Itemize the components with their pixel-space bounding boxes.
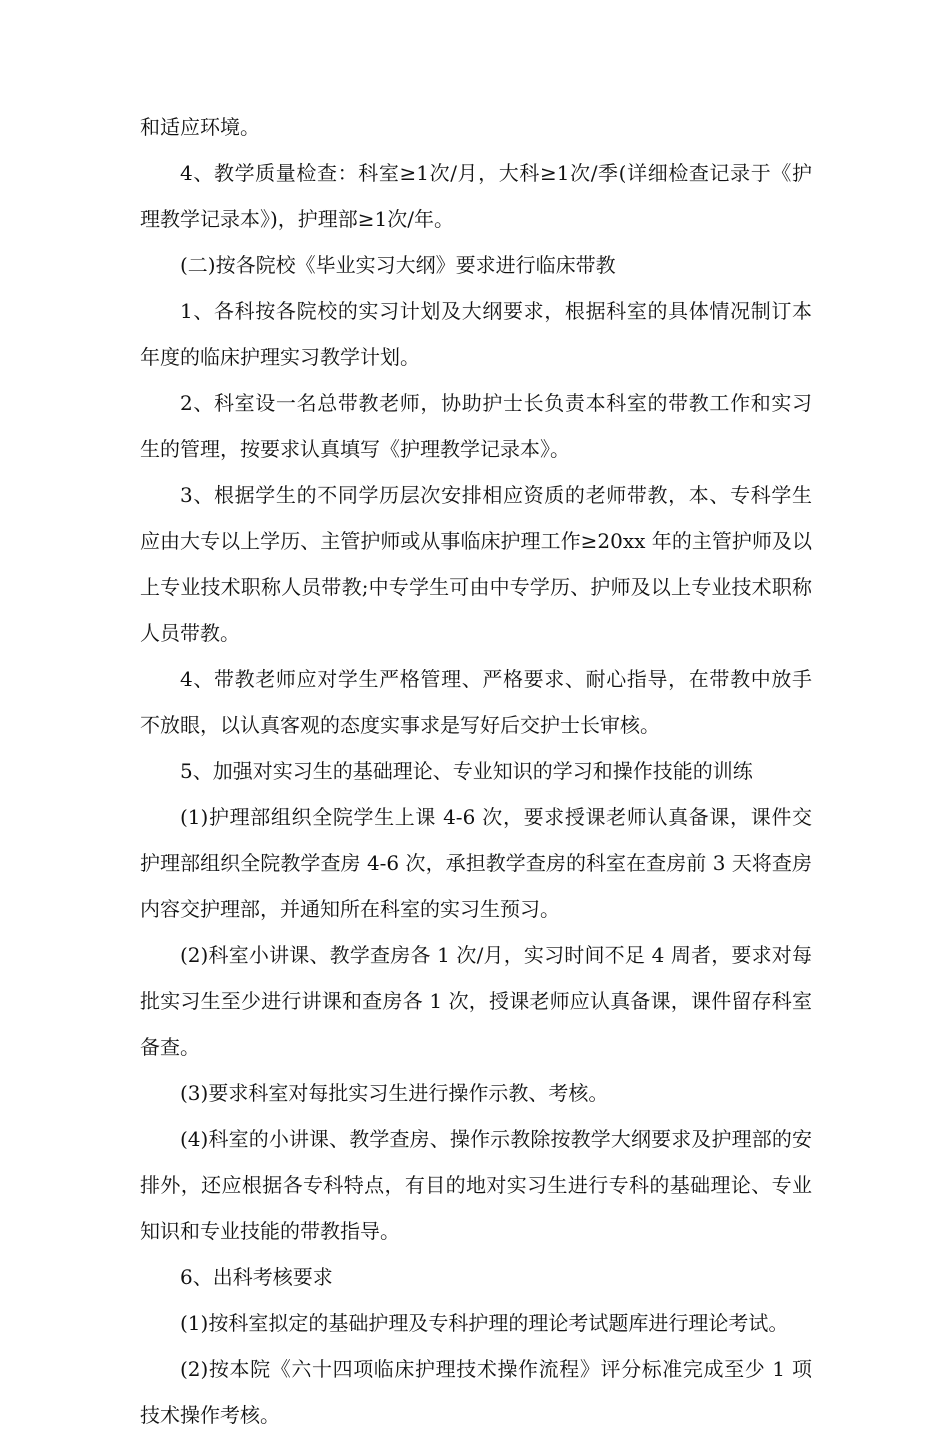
paragraph-item-1: 1、各科按各院校的实习计划及大纲要求，根据科室的具体情况制订本年度的临床护理实习教学计划。 <box>140 299 812 369</box>
paragraph-item-4: 4、带教老师应对学生严格管理、严格要求、耐心指导，在带教中放手不放眼，以认真客观的态度实事求是写好后交护士长审核。 <box>140 667 812 737</box>
paragraph-item-6: 6、出科考核要求 <box>180 1265 333 1289</box>
section-heading-clinical-teaching: (二)按各院校《毕业实习大纲》要求进行临床带教 <box>180 253 616 277</box>
paragraph-item-5: 5、加强对实习生的基础理论、专业知识的学习和操作技能的训练 <box>180 759 753 783</box>
paragraph-subitem-6-2: (2)按本院《六十四项临床护理技术操作流程》评分标准完成至少 1 项技术操作考核。 <box>140 1357 812 1427</box>
document-body <box>140 104 812 1438</box>
paragraph-item-2: 2、科室设一名总带教老师，协助护士长负责本科室的带教工作和实习生的管理，按要求认真填写《护理教学记录本》。 <box>140 391 812 461</box>
paragraph-subitem-5-3: (3)要求科室对每批实习生进行操作示教、考核。 <box>180 1081 609 1105</box>
paragraph-item-3: 3、根据学生的不同学历层次安排相应资质的老师带教，本、专科学生应由大专以上学历、主管护师或从事临床护理工作≥20xx 年的主管护师及以上专业技术职称人员带教;中专学生可由中专学历、护师及以上专业技术职称人员带教。 <box>140 483 812 645</box>
paragraph-subitem-6-1: (1)按科室拟定的基础护理及专科护理的理论考试题库进行理论考试。 <box>180 1311 789 1335</box>
paragraph-subitem-5-1: (1)护理部组织全院学生上课 4-6 次，要求授课老师认真备课，课件交护理部组织全院教学查房 4-6 次，承担教学查房的科室在查房前 3 天将查房内容交护理部，并通知所在科室的实习生预习。 <box>140 805 812 921</box>
paragraph-subitem-5-4: (4)科室的小讲课、教学查房、操作示教除按教学大纲要求及护理部的安排外，还应根据各专科特点，有目的地对实习生进行专科的基础理论、专业知识和专业技能的带教指导。 <box>140 1127 812 1243</box>
paragraph-continuation: 和适应环境。 <box>140 115 260 139</box>
paragraph-subitem-5-2: (2)科室小讲课、教学查房各 1 次/月，实习时间不足 4 周者，要求对每批实习生至少进行讲课和查房各 1 次，授课老师应认真备课，课件留存科室备查。 <box>140 943 812 1059</box>
paragraph-quality-check: 4、教学质量检查：科室≥1次/月，大科≥1次/季(详细检查记录于《护理教学记录本》)，护理部≥1次/年。 <box>140 161 812 231</box>
